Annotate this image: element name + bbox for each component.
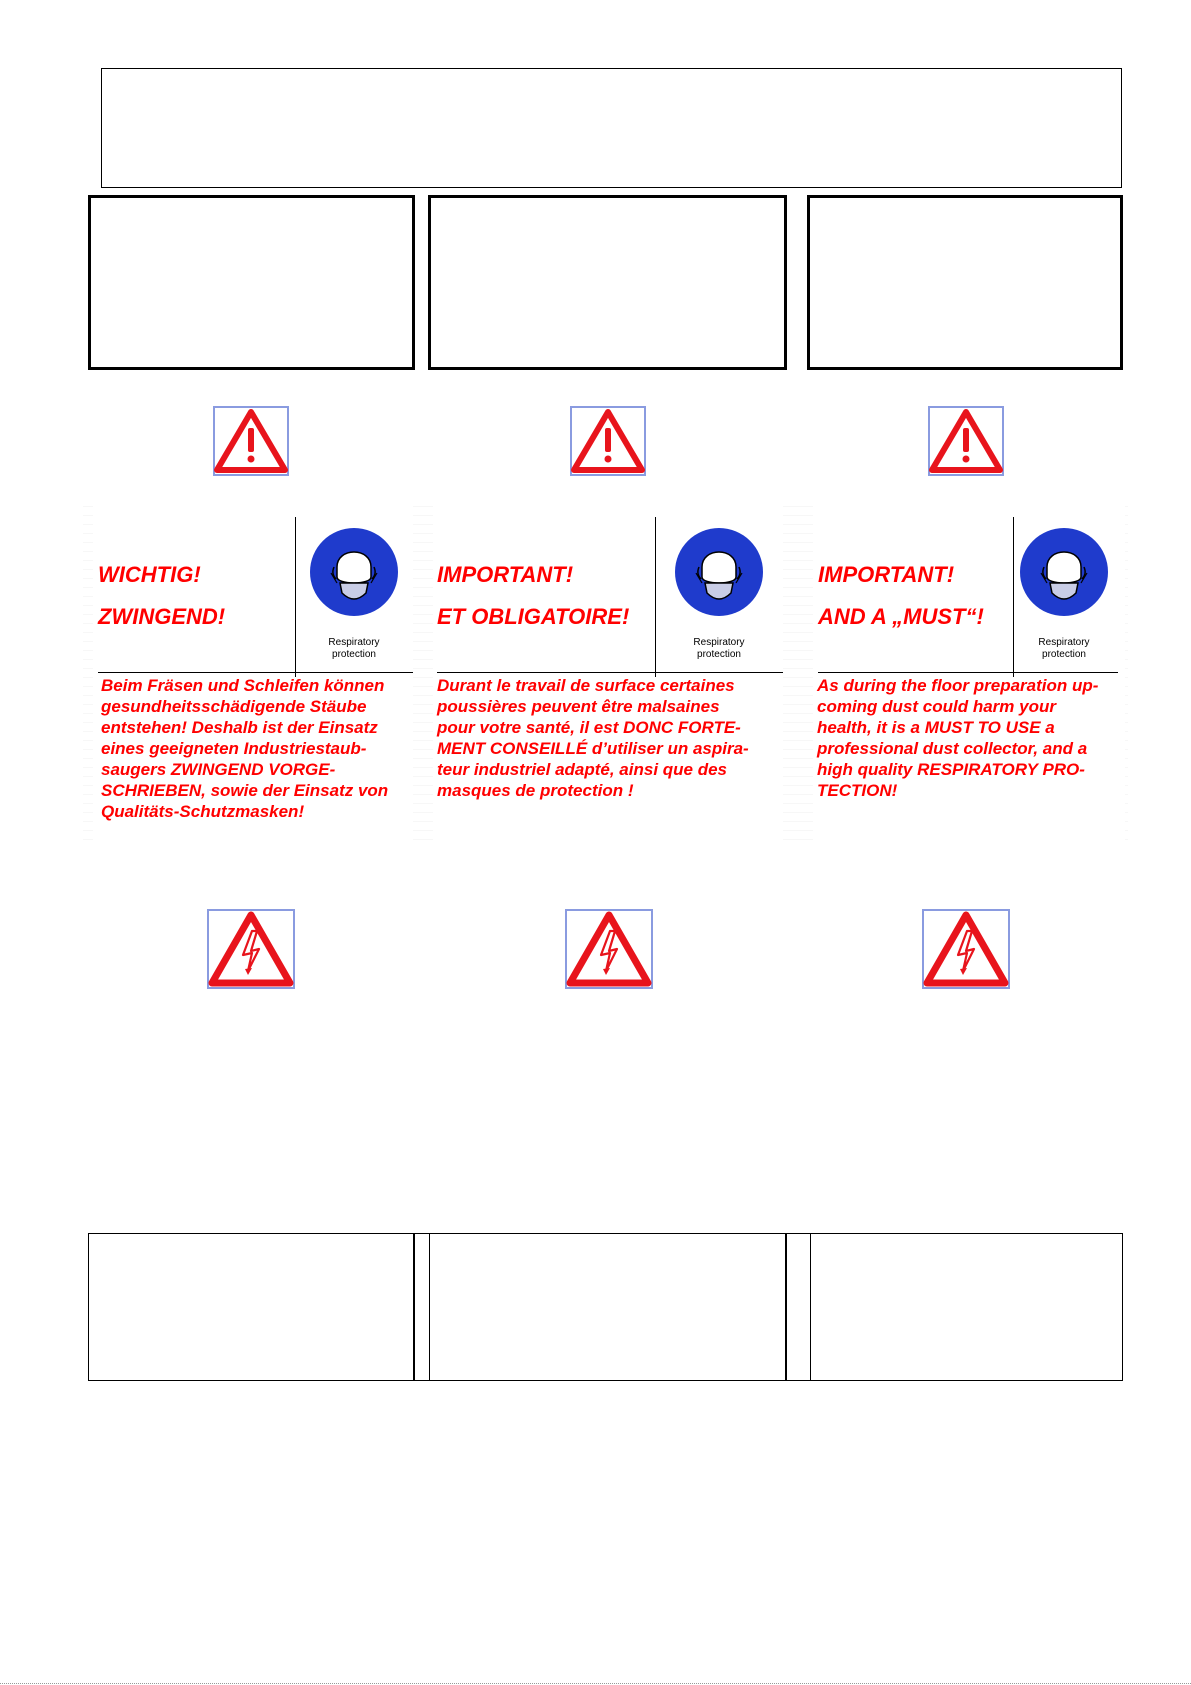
heading-important: WICHTIG! <box>98 562 201 587</box>
electrical-warning-icon-german <box>207 909 295 989</box>
heading-important: IMPORTANT! <box>818 562 955 587</box>
bottom-box-english <box>810 1233 1123 1381</box>
warning-triangle-icon-english <box>928 406 1004 476</box>
heading-mandatory: ZWINGEND! <box>98 604 226 629</box>
page-bottom-rule <box>0 1683 1191 1684</box>
heading-mandatory: ET OBLIGATOIRE! <box>437 604 630 629</box>
divider-vertical <box>655 517 656 677</box>
notice-body-text: As during the floor preparation up- coming dust could harm your health, it is a MUST TO USE a professional dust collector, and a high quality RESPIRATORY PRO- TECTION! <box>817 676 1099 800</box>
respiratory-mask-icon <box>309 527 399 622</box>
header-box-german <box>88 195 415 370</box>
respiratory-protection-label: Respiratory protection <box>1038 637 1090 660</box>
header-box-french <box>428 195 787 370</box>
respiratory-protection-label: Respiratory protection <box>693 637 745 660</box>
bottom-box-french <box>429 1233 786 1381</box>
header-box-english <box>807 195 1123 370</box>
respiratory-protection-label: Respiratory protection <box>328 637 380 660</box>
notice-body-text: Durant le travail de surface certaines poussières peuvent être malsaines pour votre santé, il est DONC FORTE- MENT CONSEILLÉ d’utiliser un aspira- teur industriel adapté, ainsi que des masques de protection ! <box>437 676 749 800</box>
electrical-warning-icon-english <box>922 909 1010 989</box>
top-empty-box <box>101 68 1122 188</box>
notice-panel-french <box>433 505 783 840</box>
divider-horizontal <box>818 672 1118 673</box>
warning-triangle-icon-german <box>213 406 289 476</box>
heading-mandatory: AND A „MUST“! <box>818 604 984 629</box>
bottom-spacer-left <box>414 1233 430 1381</box>
heading-important: IMPORTANT! <box>437 562 574 587</box>
respiratory-mask-icon <box>674 527 764 622</box>
notice-panel-german <box>93 505 413 840</box>
respiratory-mask-icon <box>1019 527 1109 622</box>
divider-vertical <box>295 517 296 677</box>
electrical-warning-icon-french <box>565 909 653 989</box>
notice-body-text: Beim Fräsen und Schleifen können gesundheitsschädigende Stäube entstehen! Deshalb ist der Einsatz eines geeigneten Industriestaub- saugers ZWINGEND VORGE- SCHRIEBEN, sowie der Einsatz von Qualitäts-Schutzmasken! <box>101 676 389 821</box>
divider-horizontal <box>437 672 783 673</box>
notice-panel-english <box>813 505 1125 840</box>
warning-triangle-icon-french <box>570 406 646 476</box>
bottom-spacer-right <box>786 1233 811 1381</box>
bottom-box-german <box>88 1233 414 1381</box>
divider-horizontal <box>98 672 413 673</box>
